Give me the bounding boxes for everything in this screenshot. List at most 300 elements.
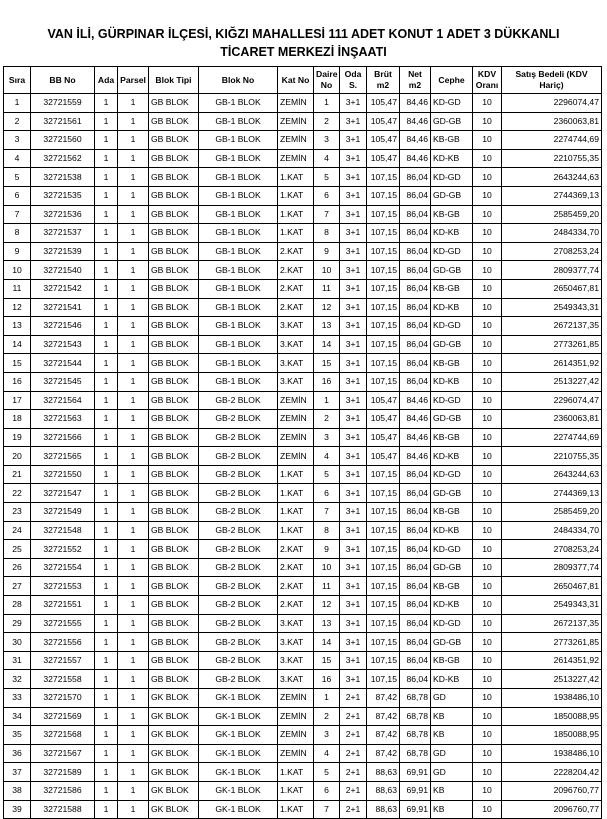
cell-oda-sayisi: 3+1 — [340, 149, 367, 168]
cell-oda-sayisi: 3+1 — [340, 410, 367, 429]
cell-blok-tipi: GB BLOK — [149, 577, 199, 596]
cell-kdv-orani: 10 — [473, 168, 502, 187]
cell-daire-no: 2 — [314, 707, 340, 726]
table-row — [4, 335, 602, 354]
cell-blok-tipi: GB BLOK — [149, 540, 199, 559]
cell-kdv-orani: 10 — [473, 149, 502, 168]
cell-oda-sayisi: 2+1 — [340, 689, 367, 708]
cell-kdv-orani: 10 — [473, 633, 502, 652]
cell-parsel: 1 — [118, 540, 149, 559]
cell-kat-no: ZEMİN — [278, 447, 314, 466]
cell-kdv-orani: 10 — [473, 317, 502, 336]
cell-brut-m2: 105,47 — [367, 112, 400, 131]
cell-parsel: 1 — [118, 94, 149, 113]
cell-kdv-orani: 10 — [473, 651, 502, 670]
table-row — [4, 242, 602, 261]
cell-satis-bedeli: 2744369,13 — [502, 186, 602, 205]
cell-daire-no: 6 — [314, 781, 340, 800]
cell-sira: 5 — [4, 168, 31, 187]
cell-blok-no: GK-1 BLOK — [199, 689, 278, 708]
cell-sira: 21 — [4, 465, 31, 484]
cell-parsel: 1 — [118, 726, 149, 745]
cell-bb-no: 32721538 — [31, 168, 95, 187]
cell-parsel: 1 — [118, 242, 149, 261]
cell-blok-no: GK-1 BLOK — [199, 763, 278, 782]
cell-ada: 1 — [95, 279, 118, 298]
cell-parsel: 1 — [118, 707, 149, 726]
cell-blok-tipi: GB BLOK — [149, 614, 199, 633]
cell-kat-no: 1.KAT — [278, 503, 314, 522]
cell-bb-no: 32721551 — [31, 596, 95, 615]
cell-net-m2: 69,91 — [400, 763, 431, 782]
cell-oda-sayisi: 3+1 — [340, 521, 367, 540]
cell-ada: 1 — [95, 112, 118, 131]
table-row — [4, 447, 602, 466]
cell-blok-tipi: GB BLOK — [149, 503, 199, 522]
cell-blok-tipi: GB BLOK — [149, 317, 199, 336]
cell-net-m2: 86,04 — [400, 558, 431, 577]
cell-oda-sayisi: 3+1 — [340, 242, 367, 261]
cell-brut-m2: 107,15 — [367, 279, 400, 298]
cell-satis-bedeli: 2643244,63 — [502, 168, 602, 187]
cell-kat-no: ZEMİN — [278, 410, 314, 429]
cell-oda-sayisi: 3+1 — [340, 540, 367, 559]
cell-daire-no: 8 — [314, 224, 340, 243]
cell-ada: 1 — [95, 94, 118, 113]
cell-bb-no: 32721570 — [31, 689, 95, 708]
cell-blok-no: GB-1 BLOK — [199, 279, 278, 298]
cell-brut-m2: 107,15 — [367, 354, 400, 373]
cell-parsel: 1 — [118, 372, 149, 391]
cell-blok-no: GB-1 BLOK — [199, 186, 278, 205]
cell-blok-tipi: GB BLOK — [149, 521, 199, 540]
table-row — [4, 670, 602, 689]
cell-cephe: GD-GB — [431, 484, 473, 503]
header-cell: KDV Oranı — [473, 67, 502, 94]
cell-brut-m2: 105,47 — [367, 131, 400, 150]
cell-brut-m2: 88,63 — [367, 763, 400, 782]
cell-parsel: 1 — [118, 465, 149, 484]
cell-kat-no: ZEMİN — [278, 94, 314, 113]
cell-ada: 1 — [95, 205, 118, 224]
cell-blok-no: GB-2 BLOK — [199, 410, 278, 429]
cell-cephe: KB — [431, 800, 473, 819]
cell-net-m2: 84,46 — [400, 131, 431, 150]
cell-net-m2: 86,04 — [400, 465, 431, 484]
cell-satis-bedeli: 1850088,95 — [502, 726, 602, 745]
cell-oda-sayisi: 3+1 — [340, 261, 367, 280]
cell-kdv-orani: 10 — [473, 744, 502, 763]
header-cell: Sıra — [4, 67, 31, 94]
table-header-row — [4, 67, 602, 94]
cell-brut-m2: 105,47 — [367, 410, 400, 429]
cell-sira: 28 — [4, 596, 31, 615]
cell-net-m2: 84,46 — [400, 447, 431, 466]
cell-kdv-orani: 10 — [473, 577, 502, 596]
cell-blok-no: GB-1 BLOK — [199, 372, 278, 391]
cell-sira: 19 — [4, 428, 31, 447]
cell-parsel: 1 — [118, 503, 149, 522]
cell-net-m2: 86,04 — [400, 354, 431, 373]
cell-sira: 7 — [4, 205, 31, 224]
cell-oda-sayisi: 3+1 — [340, 577, 367, 596]
cell-satis-bedeli: 2773261,85 — [502, 633, 602, 652]
cell-kat-no: 2.KAT — [278, 261, 314, 280]
cell-cephe: KB-GB — [431, 577, 473, 596]
cell-ada: 1 — [95, 242, 118, 261]
cell-blok-no: GB-2 BLOK — [199, 521, 278, 540]
cell-ada: 1 — [95, 465, 118, 484]
cell-kdv-orani: 10 — [473, 410, 502, 429]
cell-oda-sayisi: 3+1 — [340, 503, 367, 522]
table-row — [4, 372, 602, 391]
cell-satis-bedeli: 2773261,85 — [502, 335, 602, 354]
cell-kdv-orani: 10 — [473, 726, 502, 745]
cell-kdv-orani: 10 — [473, 465, 502, 484]
cell-brut-m2: 107,15 — [367, 503, 400, 522]
cell-sira: 24 — [4, 521, 31, 540]
cell-ada: 1 — [95, 298, 118, 317]
cell-satis-bedeli: 2585459,20 — [502, 205, 602, 224]
cell-satis-bedeli: 2296074,47 — [502, 391, 602, 410]
cell-sira: 10 — [4, 261, 31, 280]
cell-net-m2: 86,04 — [400, 298, 431, 317]
cell-brut-m2: 87,42 — [367, 726, 400, 745]
cell-satis-bedeli: 2650467,81 — [502, 577, 602, 596]
cell-sira: 29 — [4, 614, 31, 633]
cell-cephe: GD-GB — [431, 633, 473, 652]
cell-kat-no: ZEMİN — [278, 391, 314, 410]
cell-kat-no: ZEMİN — [278, 726, 314, 745]
cell-ada: 1 — [95, 335, 118, 354]
cell-daire-no: 10 — [314, 261, 340, 280]
cell-parsel: 1 — [118, 224, 149, 243]
cell-blok-no: GB-1 BLOK — [199, 335, 278, 354]
cell-brut-m2: 107,15 — [367, 651, 400, 670]
cell-oda-sayisi: 3+1 — [340, 112, 367, 131]
cell-bb-no: 32721560 — [31, 131, 95, 150]
cell-daire-no: 13 — [314, 317, 340, 336]
cell-parsel: 1 — [118, 317, 149, 336]
cell-cephe: KD-GD — [431, 540, 473, 559]
cell-cephe: KB — [431, 707, 473, 726]
cell-blok-tipi: GB BLOK — [149, 596, 199, 615]
cell-net-m2: 84,46 — [400, 94, 431, 113]
cell-sira: 31 — [4, 651, 31, 670]
cell-daire-no: 2 — [314, 112, 340, 131]
cell-blok-tipi: GB BLOK — [149, 558, 199, 577]
cell-oda-sayisi: 3+1 — [340, 335, 367, 354]
cell-sira: 23 — [4, 503, 31, 522]
cell-blok-tipi: GB BLOK — [149, 391, 199, 410]
cell-oda-sayisi: 3+1 — [340, 131, 367, 150]
cell-parsel: 1 — [118, 521, 149, 540]
cell-daire-no: 7 — [314, 205, 340, 224]
cell-sira: 4 — [4, 149, 31, 168]
cell-satis-bedeli: 2360063,81 — [502, 112, 602, 131]
cell-kat-no: 2.KAT — [278, 596, 314, 615]
table-row — [4, 614, 602, 633]
table-row — [4, 186, 602, 205]
cell-brut-m2: 107,15 — [367, 614, 400, 633]
cell-oda-sayisi: 3+1 — [340, 614, 367, 633]
cell-net-m2: 68,78 — [400, 726, 431, 745]
cell-bb-no: 32721559 — [31, 94, 95, 113]
cell-kat-no: 2.KAT — [278, 242, 314, 261]
cell-satis-bedeli: 2549343,31 — [502, 596, 602, 615]
cell-satis-bedeli: 2484334,70 — [502, 521, 602, 540]
cell-brut-m2: 107,15 — [367, 558, 400, 577]
cell-brut-m2: 107,15 — [367, 465, 400, 484]
cell-parsel: 1 — [118, 744, 149, 763]
table-row — [4, 763, 602, 782]
cell-blok-no: GB-2 BLOK — [199, 503, 278, 522]
cell-kdv-orani: 10 — [473, 391, 502, 410]
cell-satis-bedeli: 2708253,24 — [502, 540, 602, 559]
cell-blok-no: GB-2 BLOK — [199, 614, 278, 633]
cell-parsel: 1 — [118, 670, 149, 689]
cell-kdv-orani: 10 — [473, 781, 502, 800]
cell-daire-no: 1 — [314, 94, 340, 113]
cell-bb-no: 32721589 — [31, 763, 95, 782]
cell-net-m2: 84,46 — [400, 112, 431, 131]
cell-kat-no: 1.KAT — [278, 800, 314, 819]
cell-bb-no: 32721566 — [31, 428, 95, 447]
cell-brut-m2: 107,15 — [367, 224, 400, 243]
cell-cephe: KD-GD — [431, 242, 473, 261]
cell-net-m2: 86,04 — [400, 261, 431, 280]
cell-blok-tipi: GK BLOK — [149, 744, 199, 763]
cell-kdv-orani: 10 — [473, 558, 502, 577]
cell-sira: 16 — [4, 372, 31, 391]
cell-sira: 32 — [4, 670, 31, 689]
header-cell: Net m2 — [400, 67, 431, 94]
cell-kat-no: 1.KAT — [278, 168, 314, 187]
cell-ada: 1 — [95, 503, 118, 522]
cell-blok-no: GB-1 BLOK — [199, 205, 278, 224]
cell-ada: 1 — [95, 670, 118, 689]
cell-oda-sayisi: 3+1 — [340, 428, 367, 447]
cell-ada: 1 — [95, 540, 118, 559]
cell-ada: 1 — [95, 224, 118, 243]
cell-bb-no: 32721539 — [31, 242, 95, 261]
cell-blok-tipi: GK BLOK — [149, 707, 199, 726]
cell-kat-no: ZEMİN — [278, 149, 314, 168]
cell-oda-sayisi: 3+1 — [340, 372, 367, 391]
cell-kdv-orani: 10 — [473, 596, 502, 615]
cell-kdv-orani: 10 — [473, 112, 502, 131]
cell-daire-no: 1 — [314, 391, 340, 410]
table-row — [4, 112, 602, 131]
cell-daire-no: 6 — [314, 186, 340, 205]
header-cell: Ada — [95, 67, 118, 94]
header-cell: Satış Bedeli (KDV Hariç) — [502, 67, 602, 94]
cell-blok-no: GK-1 BLOK — [199, 800, 278, 819]
cell-blok-tipi: GB BLOK — [149, 633, 199, 652]
cell-kdv-orani: 10 — [473, 670, 502, 689]
cell-oda-sayisi: 3+1 — [340, 186, 367, 205]
cell-blok-tipi: GB BLOK — [149, 447, 199, 466]
cell-parsel: 1 — [118, 428, 149, 447]
cell-satis-bedeli: 2228204,42 — [502, 763, 602, 782]
cell-oda-sayisi: 3+1 — [340, 317, 367, 336]
cell-ada: 1 — [95, 391, 118, 410]
cell-parsel: 1 — [118, 800, 149, 819]
cell-kat-no: ZEMİN — [278, 744, 314, 763]
cell-blok-tipi: GB BLOK — [149, 670, 199, 689]
cell-parsel: 1 — [118, 596, 149, 615]
cell-ada: 1 — [95, 354, 118, 373]
cell-net-m2: 86,04 — [400, 596, 431, 615]
cell-bb-no: 32721535 — [31, 186, 95, 205]
table-row — [4, 354, 602, 373]
cell-cephe: KB-GB — [431, 279, 473, 298]
table-row — [4, 707, 602, 726]
table-body — [4, 94, 602, 819]
cell-kat-no: 2.KAT — [278, 558, 314, 577]
cell-bb-no: 32721543 — [31, 335, 95, 354]
cell-oda-sayisi: 3+1 — [340, 391, 367, 410]
cell-kat-no: 1.KAT — [278, 781, 314, 800]
cell-daire-no: 3 — [314, 428, 340, 447]
cell-daire-no: 12 — [314, 298, 340, 317]
cell-satis-bedeli: 2809377,74 — [502, 261, 602, 280]
cell-kat-no: 2.KAT — [278, 577, 314, 596]
cell-blok-no: GB-2 BLOK — [199, 670, 278, 689]
cell-kat-no: 2.KAT — [278, 298, 314, 317]
cell-blok-tipi: GB BLOK — [149, 484, 199, 503]
cell-parsel: 1 — [118, 261, 149, 280]
cell-kat-no: 3.KAT — [278, 614, 314, 633]
cell-oda-sayisi: 3+1 — [340, 465, 367, 484]
cell-oda-sayisi: 3+1 — [340, 633, 367, 652]
cell-parsel: 1 — [118, 298, 149, 317]
cell-kdv-orani: 10 — [473, 503, 502, 522]
cell-bb-no: 32721545 — [31, 372, 95, 391]
cell-sira: 9 — [4, 242, 31, 261]
cell-kat-no: 1.KAT — [278, 465, 314, 484]
cell-kat-no: 3.KAT — [278, 651, 314, 670]
cell-blok-no: GB-2 BLOK — [199, 540, 278, 559]
cell-blok-no: GB-2 BLOK — [199, 577, 278, 596]
cell-cephe: KD-KB — [431, 670, 473, 689]
cell-oda-sayisi: 2+1 — [340, 707, 367, 726]
cell-daire-no: 4 — [314, 744, 340, 763]
cell-net-m2: 86,04 — [400, 540, 431, 559]
cell-bb-no: 32721557 — [31, 651, 95, 670]
cell-bb-no: 32721564 — [31, 391, 95, 410]
cell-sira: 26 — [4, 558, 31, 577]
cell-cephe: GD-GB — [431, 112, 473, 131]
cell-kdv-orani: 10 — [473, 763, 502, 782]
cell-net-m2: 86,04 — [400, 670, 431, 689]
cell-parsel: 1 — [118, 651, 149, 670]
cell-bb-no: 32721536 — [31, 205, 95, 224]
cell-blok-tipi: GB BLOK — [149, 94, 199, 113]
cell-parsel: 1 — [118, 335, 149, 354]
cell-parsel: 1 — [118, 149, 149, 168]
cell-daire-no: 16 — [314, 372, 340, 391]
cell-satis-bedeli: 2274744,69 — [502, 428, 602, 447]
cell-blok-tipi: GB BLOK — [149, 186, 199, 205]
cell-brut-m2: 87,42 — [367, 744, 400, 763]
cell-oda-sayisi: 3+1 — [340, 558, 367, 577]
cell-parsel: 1 — [118, 577, 149, 596]
cell-cephe: KB-GB — [431, 503, 473, 522]
cell-bb-no: 32721546 — [31, 317, 95, 336]
table-row — [4, 800, 602, 819]
cell-kdv-orani: 10 — [473, 131, 502, 150]
cell-net-m2: 86,04 — [400, 521, 431, 540]
cell-kat-no: 1.KAT — [278, 763, 314, 782]
cell-kat-no: 3.KAT — [278, 317, 314, 336]
cell-kdv-orani: 10 — [473, 707, 502, 726]
cell-kdv-orani: 10 — [473, 540, 502, 559]
cell-blok-tipi: GK BLOK — [149, 763, 199, 782]
table-row — [4, 205, 602, 224]
cell-satis-bedeli: 2484334,70 — [502, 224, 602, 243]
cell-sira: 36 — [4, 744, 31, 763]
cell-ada: 1 — [95, 410, 118, 429]
cell-oda-sayisi: 3+1 — [340, 354, 367, 373]
cell-blok-no: GB-2 BLOK — [199, 633, 278, 652]
header-cell: Brüt m2 — [367, 67, 400, 94]
cell-kdv-orani: 10 — [473, 335, 502, 354]
cell-blok-tipi: GB BLOK — [149, 112, 199, 131]
cell-cephe: KB — [431, 781, 473, 800]
cell-kat-no: 1.KAT — [278, 521, 314, 540]
cell-brut-m2: 105,47 — [367, 94, 400, 113]
cell-oda-sayisi: 2+1 — [340, 781, 367, 800]
cell-cephe: KD-KB — [431, 372, 473, 391]
document-title — [0, 25, 607, 61]
cell-parsel: 1 — [118, 447, 149, 466]
cell-sira: 27 — [4, 577, 31, 596]
cell-cephe: KB-GB — [431, 131, 473, 150]
table-row — [4, 651, 602, 670]
cell-cephe: GD-GB — [431, 410, 473, 429]
cell-satis-bedeli: 2650467,81 — [502, 279, 602, 298]
cell-bb-no: 32721562 — [31, 149, 95, 168]
cell-blok-no: GK-1 BLOK — [199, 707, 278, 726]
table-row — [4, 689, 602, 708]
cell-brut-m2: 107,15 — [367, 540, 400, 559]
cell-satis-bedeli: 2585459,20 — [502, 503, 602, 522]
cell-sira: 33 — [4, 689, 31, 708]
cell-blok-no: GB-1 BLOK — [199, 317, 278, 336]
cell-ada: 1 — [95, 261, 118, 280]
cell-kat-no: ZEMİN — [278, 707, 314, 726]
cell-ada: 1 — [95, 317, 118, 336]
cell-daire-no: 15 — [314, 651, 340, 670]
cell-cephe: KD-KB — [431, 521, 473, 540]
cell-blok-no: GB-1 BLOK — [199, 242, 278, 261]
cell-blok-tipi: GB BLOK — [149, 131, 199, 150]
cell-brut-m2: 105,47 — [367, 149, 400, 168]
cell-blok-no: GB-2 BLOK — [199, 391, 278, 410]
cell-ada: 1 — [95, 558, 118, 577]
cell-satis-bedeli: 2614351,92 — [502, 651, 602, 670]
cell-ada: 1 — [95, 484, 118, 503]
cell-daire-no: 11 — [314, 577, 340, 596]
cell-ada: 1 — [95, 149, 118, 168]
cell-sira: 15 — [4, 354, 31, 373]
cell-blok-no: GB-1 BLOK — [199, 94, 278, 113]
cell-daire-no: 3 — [314, 131, 340, 150]
cell-blok-tipi: GB BLOK — [149, 298, 199, 317]
cell-blok-tipi: GB BLOK — [149, 372, 199, 391]
cell-oda-sayisi: 3+1 — [340, 447, 367, 466]
